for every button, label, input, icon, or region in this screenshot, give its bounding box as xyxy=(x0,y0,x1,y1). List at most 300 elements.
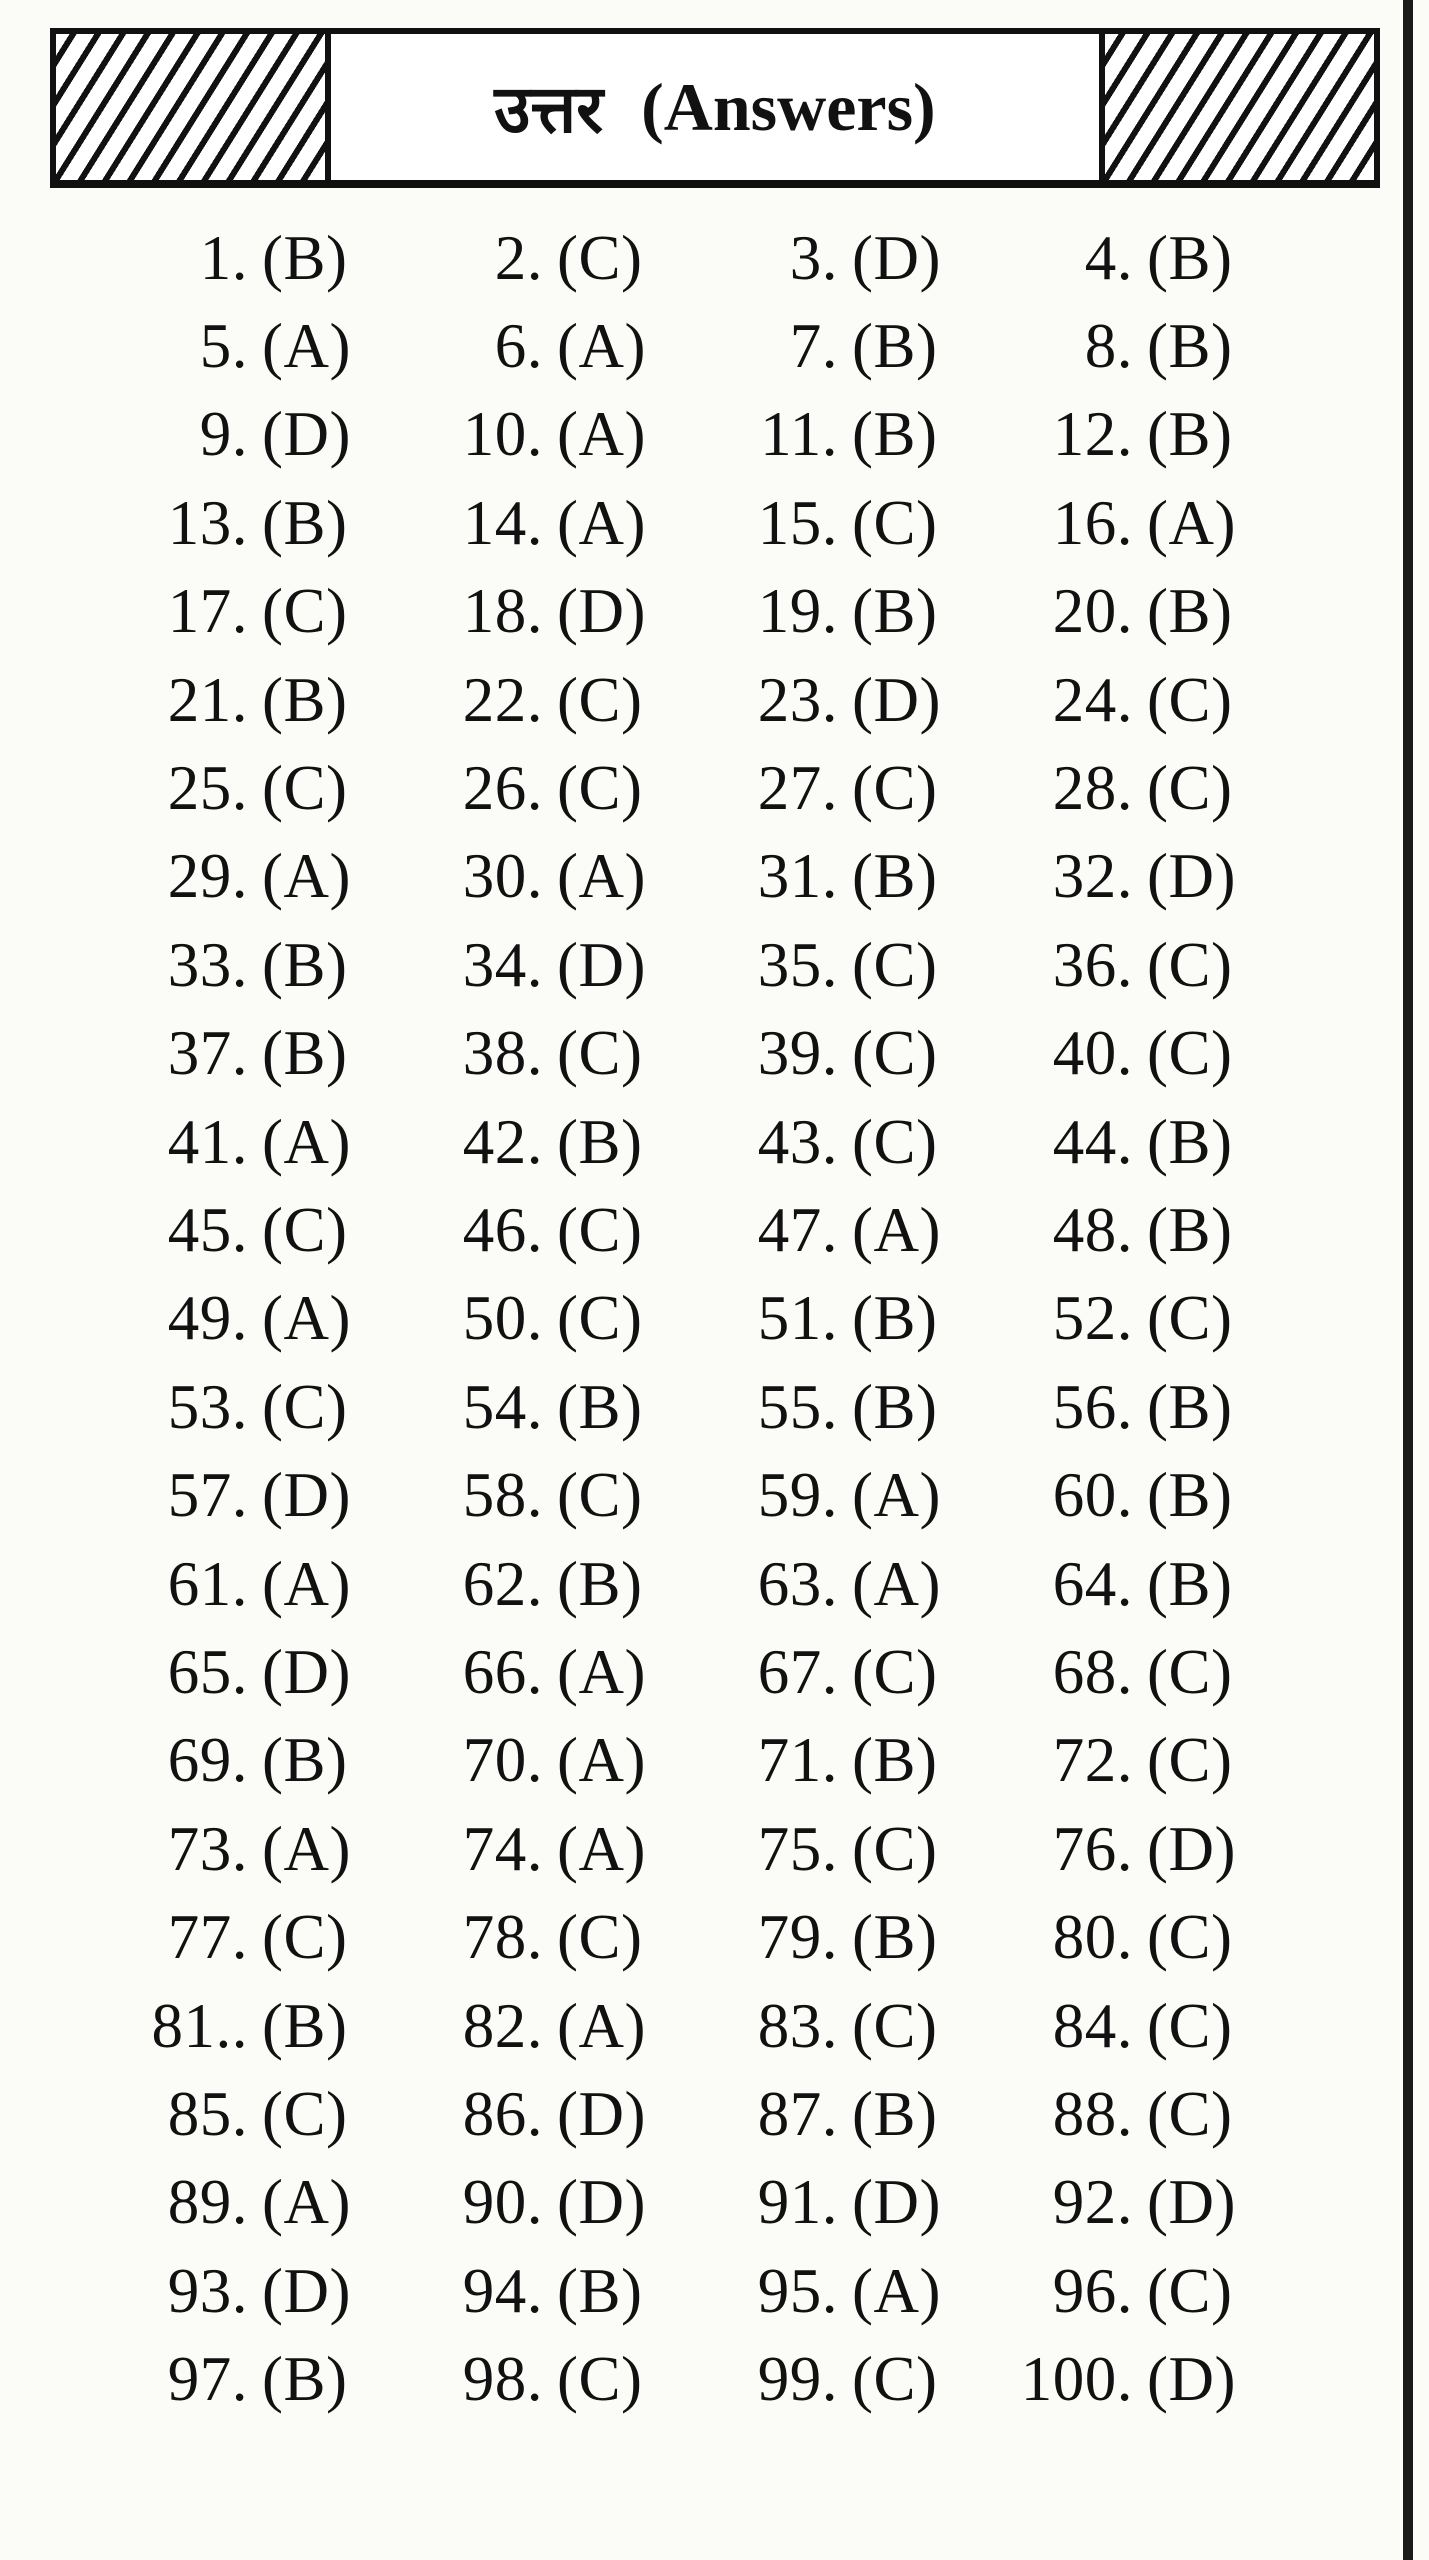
answer-number: 91. xyxy=(757,2167,838,2238)
answer-item xyxy=(1003,2070,1298,2158)
answer-option: (C) xyxy=(262,1194,348,1265)
answer-option: (B) xyxy=(557,1106,643,1177)
answer-number: 88. xyxy=(1052,2078,1133,2149)
answer-option: (C) xyxy=(262,753,348,824)
answer-item xyxy=(413,744,708,832)
answer-option: (B) xyxy=(852,1902,938,1973)
answer-option: (D) xyxy=(852,664,941,735)
answer-option: (B) xyxy=(1147,1460,1233,1531)
answer-option: (D) xyxy=(1147,2167,1236,2238)
answer-number: 51. xyxy=(757,1283,838,1354)
answer-item xyxy=(118,921,413,1009)
answer-number: 72. xyxy=(1052,1725,1133,1796)
answer-number: 82. xyxy=(462,1990,543,2061)
answer-option: (A) xyxy=(852,1548,941,1619)
answer-item xyxy=(413,1186,708,1274)
answer-option: (B) xyxy=(262,929,348,1000)
answer-item xyxy=(708,921,1003,1009)
answer-number: 20. xyxy=(1052,576,1133,647)
answer-number: 3. xyxy=(789,222,838,293)
answer-item xyxy=(118,656,413,744)
answer-option: (A) xyxy=(1147,487,1236,558)
answer-item xyxy=(1003,1628,1298,1716)
answer-number: 57. xyxy=(167,1460,248,1531)
answer-item xyxy=(118,479,413,567)
answer-item xyxy=(708,479,1003,567)
answer-number: 70. xyxy=(462,1725,543,1796)
answers-grid xyxy=(118,214,1298,2424)
answer-option: (B) xyxy=(557,1548,643,1619)
answer-item xyxy=(118,1275,413,1363)
title-hindi: उत्तर xyxy=(494,71,604,148)
answer-option: (A) xyxy=(852,2255,941,2326)
answer-option: (C) xyxy=(852,929,938,1000)
answer-option: (A) xyxy=(852,1194,941,1265)
answer-item xyxy=(1003,1805,1298,1893)
answer-item xyxy=(1003,656,1298,744)
answer-option: (A) xyxy=(557,487,646,558)
answer-option: (C) xyxy=(557,1283,643,1354)
answer-number: 9. xyxy=(199,399,248,470)
answer-number: 67. xyxy=(757,1636,838,1707)
answer-number: 34. xyxy=(462,929,543,1000)
answer-option: (C) xyxy=(557,753,643,824)
answer-option: (C) xyxy=(1147,1283,1233,1354)
answer-item xyxy=(708,1010,1003,1098)
answer-option: (C) xyxy=(1147,664,1233,735)
answer-number: 79. xyxy=(757,1902,838,1973)
answer-option: (A) xyxy=(852,1460,941,1531)
answer-number: 96. xyxy=(1052,2255,1133,2326)
answer-number: 2. xyxy=(494,222,543,293)
answer-item xyxy=(413,1451,708,1539)
answer-number: 8. xyxy=(1084,311,1133,382)
answer-number: 36. xyxy=(1052,929,1133,1000)
answer-option: (D) xyxy=(262,399,351,470)
answer-item xyxy=(413,568,708,656)
answer-item xyxy=(413,2070,708,2158)
answer-option: (A) xyxy=(262,1548,351,1619)
answer-number: 37. xyxy=(167,1018,248,1089)
answer-item xyxy=(118,1098,413,1186)
answer-option: (B) xyxy=(1147,1194,1233,1265)
answer-option: (C) xyxy=(557,1018,643,1089)
answer-number: 40. xyxy=(1052,1018,1133,1089)
answer-item xyxy=(413,1982,708,2070)
answer-number: 85. xyxy=(167,2078,248,2149)
answer-item xyxy=(708,1098,1003,1186)
answer-item xyxy=(708,1628,1003,1716)
answer-number: 50. xyxy=(462,1283,543,1354)
answer-number: 84. xyxy=(1052,1990,1133,2061)
answer-number: 66. xyxy=(462,1636,543,1707)
answer-option: (C) xyxy=(1147,929,1233,1000)
answer-number: 28. xyxy=(1052,753,1133,824)
answer-item xyxy=(708,2070,1003,2158)
answer-number: 54. xyxy=(462,1371,543,1442)
answer-number: 30. xyxy=(462,841,543,912)
answer-number: 75. xyxy=(757,1813,838,1884)
answer-option: (B) xyxy=(852,2078,938,2149)
answer-item xyxy=(413,1363,708,1451)
answer-option: (A) xyxy=(262,2167,351,2238)
answer-option: (A) xyxy=(557,1990,646,2061)
answer-number: 42. xyxy=(462,1106,543,1177)
answer-item xyxy=(1003,1893,1298,1981)
answer-number: 55. xyxy=(757,1371,838,1442)
answer-option: (D) xyxy=(557,929,646,1000)
answer-option: (B) xyxy=(852,1283,938,1354)
answer-item xyxy=(708,1805,1003,1893)
answer-option: (B) xyxy=(1147,399,1233,470)
answer-option: (B) xyxy=(1147,1548,1233,1619)
answer-item xyxy=(118,2335,413,2423)
answer-option: (A) xyxy=(262,1106,351,1177)
answer-number: 17. xyxy=(167,576,248,647)
answer-number: 24. xyxy=(1052,664,1133,735)
answer-item xyxy=(1003,744,1298,832)
answer-number: 13. xyxy=(167,487,248,558)
answer-item xyxy=(708,1275,1003,1363)
answer-number: 26. xyxy=(462,753,543,824)
answer-option: (B) xyxy=(262,664,348,735)
answer-option: (C) xyxy=(852,1106,938,1177)
answer-item xyxy=(708,568,1003,656)
answer-option: (B) xyxy=(1147,311,1233,382)
answer-option: (D) xyxy=(557,2078,646,2149)
answer-item xyxy=(118,1805,413,1893)
answer-item xyxy=(118,2070,413,2158)
answer-item xyxy=(708,1540,1003,1628)
answer-item xyxy=(413,1717,708,1805)
answer-number: 23. xyxy=(757,664,838,735)
answer-option: (C) xyxy=(557,1902,643,1973)
answer-option: (C) xyxy=(1147,1636,1233,1707)
answer-option: (B) xyxy=(852,576,938,647)
answer-number: 94. xyxy=(462,2255,543,2326)
answer-option: (C) xyxy=(852,753,938,824)
answer-item xyxy=(1003,1275,1298,1363)
answer-option: (B) xyxy=(262,487,348,558)
answer-option: (C) xyxy=(1147,1018,1233,1089)
answer-item xyxy=(413,214,708,302)
answer-option: (A) xyxy=(557,1725,646,1796)
answer-item xyxy=(708,833,1003,921)
answer-option: (B) xyxy=(557,1371,643,1442)
answer-option: (C) xyxy=(557,664,643,735)
answer-number: 25. xyxy=(167,753,248,824)
answer-number: 61. xyxy=(167,1548,248,1619)
answer-number: 95. xyxy=(757,2255,838,2326)
answer-number: 16. xyxy=(1052,487,1133,558)
answer-option: (C) xyxy=(852,1990,938,2061)
answer-item xyxy=(413,1010,708,1098)
answer-number: 47. xyxy=(757,1194,838,1265)
answer-item xyxy=(1003,1186,1298,1274)
answer-item xyxy=(1003,2335,1298,2423)
answer-item xyxy=(708,302,1003,390)
answer-item xyxy=(1003,1451,1298,1539)
answer-item xyxy=(118,391,413,479)
answer-option: (C) xyxy=(852,487,938,558)
answer-option: (C) xyxy=(852,2344,938,2415)
answer-option: (B) xyxy=(262,2344,348,2415)
answer-option: (A) xyxy=(262,841,351,912)
answer-item xyxy=(413,1805,708,1893)
answer-item xyxy=(708,2335,1003,2423)
answer-item xyxy=(118,1363,413,1451)
answer-number: 18. xyxy=(462,576,543,647)
answer-item xyxy=(1003,568,1298,656)
answer-item xyxy=(118,1010,413,1098)
answer-option: (D) xyxy=(262,2255,351,2326)
answer-item xyxy=(1003,833,1298,921)
answer-number: 22. xyxy=(462,664,543,735)
answer-number: 5. xyxy=(199,311,248,382)
answer-option: (B) xyxy=(852,399,938,470)
answer-item xyxy=(118,2247,413,2335)
answer-number: 65. xyxy=(167,1636,248,1707)
answer-number: 97. xyxy=(167,2344,248,2415)
answer-number: 73. xyxy=(167,1813,248,1884)
answer-number: 48. xyxy=(1052,1194,1133,1265)
answer-number: 21. xyxy=(167,664,248,735)
answer-item xyxy=(413,2335,708,2423)
answer-number: 38. xyxy=(462,1018,543,1089)
answer-number: 93. xyxy=(167,2255,248,2326)
answer-item xyxy=(118,1186,413,1274)
answer-item xyxy=(413,1275,708,1363)
answer-number: 35. xyxy=(757,929,838,1000)
answer-option: (C) xyxy=(557,1460,643,1531)
answer-item xyxy=(413,833,708,921)
answer-number: 29. xyxy=(167,841,248,912)
answer-number: 76. xyxy=(1052,1813,1133,1884)
answer-number: 27. xyxy=(757,753,838,824)
answer-item xyxy=(708,1982,1003,2070)
answer-option: (D) xyxy=(262,1460,351,1531)
answer-option: (B) xyxy=(262,1725,348,1796)
answer-number: 83. xyxy=(757,1990,838,2061)
answer-number: 4. xyxy=(1084,222,1133,293)
answer-item xyxy=(118,833,413,921)
answer-number: 7. xyxy=(789,311,838,382)
answer-number: 68. xyxy=(1052,1636,1133,1707)
answer-item xyxy=(413,479,708,567)
answer-option: (A) xyxy=(557,1813,646,1884)
answer-number: 43. xyxy=(757,1106,838,1177)
answer-item xyxy=(708,1363,1003,1451)
answer-number: 15. xyxy=(757,487,838,558)
answer-option: (C) xyxy=(262,2078,348,2149)
answer-item xyxy=(1003,1717,1298,1805)
answer-item xyxy=(413,1098,708,1186)
answer-number: 52. xyxy=(1052,1283,1133,1354)
answer-option: (A) xyxy=(557,311,646,382)
answer-number: 71. xyxy=(757,1725,838,1796)
answer-option: (A) xyxy=(557,1636,646,1707)
answer-option: (C) xyxy=(557,1194,643,1265)
answer-option: (A) xyxy=(262,1813,351,1884)
answer-item xyxy=(708,1451,1003,1539)
answer-number: 60. xyxy=(1052,1460,1133,1531)
answer-item xyxy=(413,1540,708,1628)
answer-option: (D) xyxy=(1147,2344,1236,2415)
answer-item xyxy=(118,1451,413,1539)
answer-option: (C) xyxy=(1147,2255,1233,2326)
answer-item xyxy=(118,1982,413,2070)
answer-item xyxy=(708,1186,1003,1274)
answer-option: (C) xyxy=(1147,1725,1233,1796)
answer-item xyxy=(708,214,1003,302)
answer-option: (B) xyxy=(1147,576,1233,647)
hatch-pattern-right xyxy=(1099,34,1374,180)
answer-item xyxy=(118,302,413,390)
answer-option: (D) xyxy=(557,2167,646,2238)
answer-number: 6. xyxy=(494,311,543,382)
answer-option: (A) xyxy=(262,1283,351,1354)
answer-item xyxy=(118,744,413,832)
answer-item xyxy=(708,656,1003,744)
answer-number: 86. xyxy=(462,2078,543,2149)
answer-item xyxy=(708,1893,1003,1981)
answer-number: 64. xyxy=(1052,1548,1133,1619)
answer-number: 74. xyxy=(462,1813,543,1884)
answer-item xyxy=(1003,2159,1298,2247)
answer-option: (B) xyxy=(852,1371,938,1442)
answer-number: 32. xyxy=(1052,841,1133,912)
answer-number: 59. xyxy=(757,1460,838,1531)
answer-item xyxy=(118,568,413,656)
answer-number: 39. xyxy=(757,1018,838,1089)
answer-option: (C) xyxy=(1147,1990,1233,2061)
answer-item xyxy=(1003,1540,1298,1628)
answer-option: (B) xyxy=(852,1725,938,1796)
answer-number: 58. xyxy=(462,1460,543,1531)
answer-number: 80. xyxy=(1052,1902,1133,1973)
answer-number: 63. xyxy=(757,1548,838,1619)
answer-item xyxy=(1003,2247,1298,2335)
answer-number: 19. xyxy=(757,576,838,647)
answer-option: (D) xyxy=(852,2167,941,2238)
answer-number: 46. xyxy=(462,1194,543,1265)
answer-option: (B) xyxy=(262,222,348,293)
answer-option: (B) xyxy=(1147,1106,1233,1177)
answer-number: 100. xyxy=(1020,2344,1133,2415)
answer-number: 56. xyxy=(1052,1371,1133,1442)
answer-item xyxy=(1003,1982,1298,2070)
answer-number: 11. xyxy=(760,399,838,470)
answer-option: (C) xyxy=(852,1636,938,1707)
answer-item xyxy=(1003,302,1298,390)
answer-item xyxy=(708,2159,1003,2247)
answer-item xyxy=(1003,391,1298,479)
answer-number: 14. xyxy=(462,487,543,558)
answer-option: (B) xyxy=(557,2255,643,2326)
answer-option: (A) xyxy=(557,399,646,470)
answer-option: (A) xyxy=(557,841,646,912)
answer-option: (C) xyxy=(262,1902,348,1973)
answer-item xyxy=(1003,479,1298,567)
answers-header xyxy=(50,28,1380,188)
answer-option: (D) xyxy=(557,576,646,647)
answer-number: 10. xyxy=(462,399,543,470)
answer-option: (B) xyxy=(852,841,938,912)
answer-number: 33. xyxy=(167,929,248,1000)
answer-number: 81.. xyxy=(151,1990,248,2061)
answer-number: 31. xyxy=(757,841,838,912)
answer-item xyxy=(708,2247,1003,2335)
answer-item xyxy=(1003,921,1298,1009)
answer-item xyxy=(1003,1363,1298,1451)
answer-number: 62. xyxy=(462,1548,543,1619)
answer-item xyxy=(118,2159,413,2247)
answer-option: (C) xyxy=(1147,2078,1233,2149)
answer-option: (D) xyxy=(1147,841,1236,912)
title-english: (Answers) xyxy=(641,68,936,145)
answer-number: 69. xyxy=(167,1725,248,1796)
answer-item xyxy=(118,1717,413,1805)
answer-number: 89. xyxy=(167,2167,248,2238)
answer-option: (B) xyxy=(1147,222,1233,293)
answer-item xyxy=(413,656,708,744)
answer-option: (D) xyxy=(262,1636,351,1707)
answer-item xyxy=(118,1540,413,1628)
answer-item xyxy=(708,1717,1003,1805)
answer-item xyxy=(1003,1010,1298,1098)
answer-item xyxy=(413,921,708,1009)
answer-option: (C) xyxy=(1147,753,1233,824)
answer-number: 12. xyxy=(1052,399,1133,470)
answer-option: (B) xyxy=(262,1018,348,1089)
answer-item xyxy=(118,214,413,302)
answer-item xyxy=(118,1893,413,1981)
hatch-pattern-left xyxy=(56,34,331,180)
answer-number: 1. xyxy=(199,222,248,293)
header-title xyxy=(331,34,1099,180)
answer-item xyxy=(413,2159,708,2247)
answer-item xyxy=(708,391,1003,479)
answer-option: (B) xyxy=(852,311,938,382)
answer-number: 49. xyxy=(167,1283,248,1354)
answer-item xyxy=(413,1628,708,1716)
answer-option: (C) xyxy=(557,2344,643,2415)
answer-number: 44. xyxy=(1052,1106,1133,1177)
answer-number: 98. xyxy=(462,2344,543,2415)
answer-option: (B) xyxy=(262,1990,348,2061)
answer-option: (B) xyxy=(1147,1371,1233,1442)
answer-option: (D) xyxy=(852,222,941,293)
answer-number: 87. xyxy=(757,2078,838,2149)
answer-item xyxy=(413,391,708,479)
answer-option: (C) xyxy=(557,222,643,293)
answer-item xyxy=(413,2247,708,2335)
answer-number: 77. xyxy=(167,1902,248,1973)
answer-item xyxy=(1003,214,1298,302)
answer-number: 92. xyxy=(1052,2167,1133,2238)
answer-option: (C) xyxy=(1147,1902,1233,1973)
answer-option: (C) xyxy=(262,576,348,647)
answer-number: 45. xyxy=(167,1194,248,1265)
answer-number: 90. xyxy=(462,2167,543,2238)
answer-option: (A) xyxy=(262,311,351,382)
answer-option: (D) xyxy=(1147,1813,1236,1884)
answer-item xyxy=(1003,1098,1298,1186)
answer-item xyxy=(118,1628,413,1716)
answer-item xyxy=(413,1893,708,1981)
answer-number: 41. xyxy=(167,1106,248,1177)
answer-option: (C) xyxy=(852,1018,938,1089)
